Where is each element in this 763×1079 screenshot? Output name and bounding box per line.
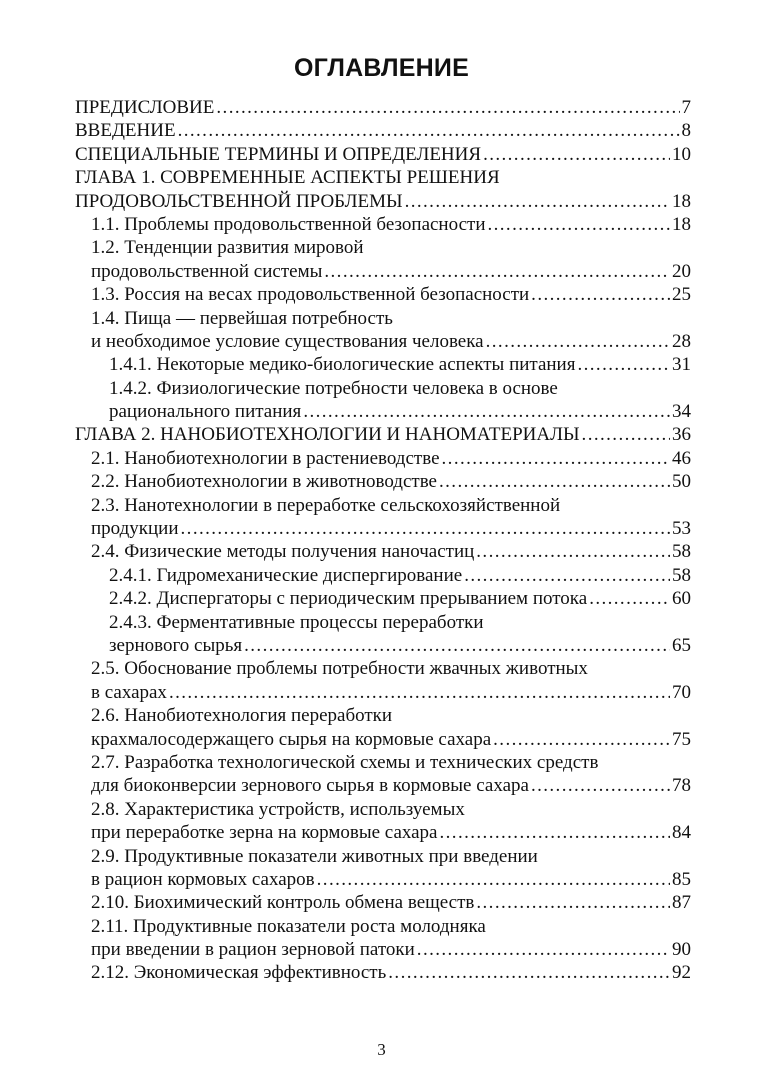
toc-entry[interactable] bbox=[75, 353, 691, 376]
toc-entry-text: продукции bbox=[91, 518, 179, 540]
toc-entry-text: и необходимое условие существования человека bbox=[91, 330, 484, 352]
toc-entry-line-with-page bbox=[75, 447, 691, 470]
toc-entry-text: ВВЕДЕНИЕ bbox=[75, 120, 176, 142]
toc-entry-line bbox=[75, 611, 691, 634]
dot-leader bbox=[169, 681, 670, 704]
toc-entry-line bbox=[75, 307, 691, 330]
toc-entry-line-with-page bbox=[75, 728, 691, 751]
toc-entry-text: продовольственной системы bbox=[91, 260, 323, 282]
toc-entry-line-with-page bbox=[75, 353, 691, 376]
toc-page-number: 50 bbox=[672, 471, 691, 493]
toc-entry[interactable] bbox=[75, 751, 691, 798]
dot-leader bbox=[405, 190, 670, 213]
toc-entry-text: 2.10. Биохимический контроль обмена веществ bbox=[91, 892, 475, 914]
toc-entry-line-with-page bbox=[75, 938, 691, 961]
toc-entry-text: 2.12. Экономическая эффективность bbox=[91, 962, 387, 984]
dot-leader bbox=[487, 213, 670, 236]
dot-leader bbox=[216, 96, 679, 119]
toc-entry-line bbox=[75, 845, 691, 868]
toc-entry-text: 2.1. Нанобиотехнологии в растениеводстве bbox=[91, 447, 440, 469]
toc-page-number: 53 bbox=[672, 518, 691, 540]
toc-entry-line-with-page bbox=[75, 564, 691, 587]
dot-leader bbox=[442, 447, 670, 470]
toc-entry-text: ПРЕДИСЛОВИЕ bbox=[75, 97, 215, 118]
toc-entry-text: 1.3. Россия на весах продовольственной безопасности bbox=[91, 284, 530, 306]
toc-entry-text: СПЕЦИАЛЬНЫЕ ТЕРМИНЫ И ОПРЕДЕЛЕНИЯ bbox=[75, 143, 482, 165]
toc-page-number: 46 bbox=[672, 447, 691, 469]
toc-entry-text: 2.3. Нанотехнологии в переработке сельскохозяйственной bbox=[91, 494, 561, 516]
toc-page-number: 58 bbox=[672, 541, 691, 563]
toc-entry-text: 2.11. Продуктивные показатели роста молодняка bbox=[91, 915, 486, 937]
toc-entry-line-with-page bbox=[75, 260, 691, 283]
toc-entry-text: при введении в рацион зерновой патоки bbox=[91, 939, 415, 961]
dot-leader bbox=[181, 517, 670, 540]
toc-entry[interactable] bbox=[75, 307, 691, 354]
toc-page-number: 58 bbox=[672, 564, 691, 586]
toc-entry[interactable] bbox=[75, 845, 691, 892]
toc-entry-text: для биоконверсии зернового сырья в кормовые сахара bbox=[91, 775, 529, 797]
toc-page-number: 10 bbox=[672, 143, 691, 165]
dot-leader bbox=[440, 821, 671, 844]
toc-entry-text: рационального питания bbox=[109, 401, 302, 423]
dot-leader bbox=[589, 587, 670, 610]
dot-leader bbox=[244, 634, 670, 657]
dot-leader bbox=[417, 938, 670, 961]
toc-entry-line bbox=[75, 704, 691, 727]
dot-leader bbox=[486, 330, 670, 353]
toc-page-number: 92 bbox=[672, 962, 691, 984]
toc-entry-line-with-page bbox=[75, 96, 691, 119]
toc-entry-line-with-page bbox=[75, 634, 691, 657]
toc-entry-text: 2.4.2. Диспергаторы с периодическим прерыванием потока bbox=[109, 588, 588, 610]
toc-page-number: 34 bbox=[672, 401, 691, 423]
dot-leader bbox=[531, 774, 670, 797]
toc-entry[interactable] bbox=[75, 657, 691, 704]
toc-entry[interactable] bbox=[75, 447, 691, 470]
toc-entry-line-with-page bbox=[75, 143, 691, 166]
toc-page-number: 87 bbox=[672, 892, 691, 914]
toc-entry-text: крахмалосодержащего сырья на кормовые сахара bbox=[91, 728, 492, 750]
toc-entry[interactable] bbox=[75, 587, 691, 610]
toc-page-number: 85 bbox=[672, 868, 691, 890]
toc-entry-line-with-page bbox=[75, 119, 691, 142]
toc-entry-text: 2.4. Физические методы получения наночастиц bbox=[91, 541, 475, 563]
toc-page-number: 28 bbox=[672, 330, 691, 352]
toc-entry-text: в сахарах bbox=[91, 681, 167, 703]
dot-leader bbox=[178, 119, 680, 142]
toc-entry-text: 2.2. Нанобиотехнологии в животноводстве bbox=[91, 471, 437, 493]
toc-entry-line-with-page bbox=[75, 330, 691, 353]
toc-entry-line-with-page bbox=[75, 190, 691, 213]
toc-entry-text: 2.4.1. Гидромеханические диспергирование bbox=[109, 564, 463, 586]
toc-entry-text: 1.4. Пища — первейшая потребность bbox=[91, 307, 393, 329]
toc-entry-text: в рацион кормовых сахаров bbox=[91, 868, 315, 890]
toc-page-number: 31 bbox=[672, 354, 691, 376]
toc-entry[interactable] bbox=[75, 283, 691, 306]
toc-page-number: 20 bbox=[672, 260, 691, 282]
toc-entry-line-with-page bbox=[75, 681, 691, 704]
toc-entry-line-with-page bbox=[75, 517, 691, 540]
dot-leader bbox=[531, 283, 670, 306]
toc-entry[interactable] bbox=[75, 213, 691, 236]
dot-leader bbox=[303, 400, 670, 423]
toc-entry-text: 1.4.1. Некоторые медико-биологические аспекты питания bbox=[109, 354, 576, 376]
toc-entry-line-with-page bbox=[75, 821, 691, 844]
toc-page-number: 18 bbox=[672, 190, 691, 212]
toc-page-number: 7 bbox=[681, 97, 691, 118]
toc-entry-line-with-page bbox=[75, 400, 691, 423]
page-number: 3 bbox=[377, 1040, 386, 1059]
dot-leader bbox=[582, 423, 670, 446]
toc-entry-text: 2.8. Характеристика устройств, используемых bbox=[91, 798, 465, 820]
toc-entry-line-with-page bbox=[75, 961, 691, 984]
toc-entry-text: 1.2. Тенденции развития мировой bbox=[91, 237, 364, 259]
toc-entry-line-with-page bbox=[75, 423, 691, 446]
toc-entry-text: при переработке зерна на кормовые сахара bbox=[91, 822, 438, 844]
toc-page-number: 70 bbox=[672, 681, 691, 703]
toc-entry[interactable] bbox=[75, 961, 691, 984]
toc-page-number: 75 bbox=[672, 728, 691, 750]
dot-leader bbox=[464, 564, 670, 587]
toc-entry-line bbox=[75, 166, 691, 189]
dot-leader bbox=[439, 470, 670, 493]
toc-entry-line-with-page bbox=[75, 213, 691, 236]
toc-entry[interactable] bbox=[75, 611, 691, 658]
dot-leader bbox=[577, 353, 670, 376]
toc-entry-line-with-page bbox=[75, 891, 691, 914]
toc-entry[interactable] bbox=[75, 704, 691, 751]
toc-entry[interactable] bbox=[75, 236, 691, 283]
toc-page-number: 84 bbox=[672, 822, 691, 844]
toc-page-number: 25 bbox=[672, 284, 691, 306]
toc-entry[interactable] bbox=[75, 540, 691, 563]
toc-entry-line bbox=[75, 751, 691, 774]
dot-leader bbox=[388, 961, 670, 984]
toc-entry-line bbox=[75, 236, 691, 259]
toc-entry-line-with-page bbox=[75, 540, 691, 563]
toc-entry-line-with-page bbox=[75, 283, 691, 306]
toc-entry-text: 2.6. Нанобиотехнология переработки bbox=[91, 705, 393, 727]
toc-entry-line bbox=[75, 377, 691, 400]
dot-leader bbox=[483, 143, 670, 166]
toc-entry[interactable] bbox=[75, 377, 691, 424]
toc-entry-text: ГЛАВА 1. СОВРЕМЕННЫЕ АСПЕКТЫ РЕШЕНИЯ bbox=[75, 167, 500, 189]
toc-entry-line-with-page bbox=[75, 868, 691, 891]
toc-entry-text: зернового сырья bbox=[109, 634, 243, 656]
toc-page-number: 18 bbox=[672, 213, 691, 235]
toc-entry[interactable] bbox=[75, 891, 691, 914]
toc-entry-line bbox=[75, 915, 691, 938]
dot-leader bbox=[317, 868, 670, 891]
page-title: ОГЛАВЛЕНИЕ bbox=[294, 54, 469, 82]
toc-page-number: 90 bbox=[672, 939, 691, 961]
toc-entry[interactable] bbox=[75, 423, 691, 446]
dot-leader bbox=[324, 260, 670, 283]
toc-entry[interactable] bbox=[75, 470, 691, 493]
toc-entry-text: ГЛАВА 2. НАНОБИОТЕХНОЛОГИИ И НАНОМАТЕРИАЛЫ bbox=[75, 424, 580, 446]
toc-entry-text: 1.4.2. Физиологические потребности человека в основе bbox=[109, 377, 558, 399]
toc-entry-line-with-page bbox=[75, 470, 691, 493]
toc-entry[interactable] bbox=[75, 564, 691, 587]
toc-page-number: 8 bbox=[681, 120, 691, 142]
dot-leader bbox=[493, 728, 670, 751]
toc-entry-text: 2.9. Продуктивные показатели животных при введении bbox=[91, 845, 538, 867]
toc-entry-text: 2.4.3. Ферментативные процессы переработки bbox=[109, 611, 484, 633]
toc-entry-text: 2.7. Разработка технологической схемы и технических средств bbox=[91, 751, 599, 773]
toc-entry-text: 1.1. Проблемы продовольственной безопасности bbox=[91, 213, 486, 235]
toc-entry[interactable] bbox=[75, 798, 691, 845]
toc-entry-text: ПРОДОВОЛЬСТВЕННОЙ ПРОБЛЕМЫ bbox=[75, 190, 403, 212]
toc-page-number: 60 bbox=[672, 588, 691, 610]
toc-entry[interactable] bbox=[75, 119, 691, 142]
toc-entry-text: 2.5. Обоснование проблемы потребности жвачных животных bbox=[91, 658, 588, 680]
toc-entry[interactable] bbox=[75, 143, 691, 166]
toc-entry-line-with-page bbox=[75, 774, 691, 797]
toc-entry-line-with-page bbox=[75, 587, 691, 610]
toc-page-number: 78 bbox=[672, 775, 691, 797]
toc-entry-line bbox=[75, 657, 691, 680]
table-of-contents bbox=[75, 96, 691, 985]
toc-entry-line bbox=[75, 798, 691, 821]
toc-page-number: 65 bbox=[672, 634, 691, 656]
dot-leader bbox=[476, 891, 670, 914]
dot-leader bbox=[476, 540, 670, 563]
toc-page-number: 36 bbox=[672, 424, 691, 446]
toc-entry-line bbox=[75, 494, 691, 517]
toc-entry[interactable] bbox=[75, 494, 691, 541]
toc-entry[interactable] bbox=[75, 96, 691, 119]
toc-entry[interactable] bbox=[75, 166, 691, 213]
toc-entry[interactable] bbox=[75, 915, 691, 962]
